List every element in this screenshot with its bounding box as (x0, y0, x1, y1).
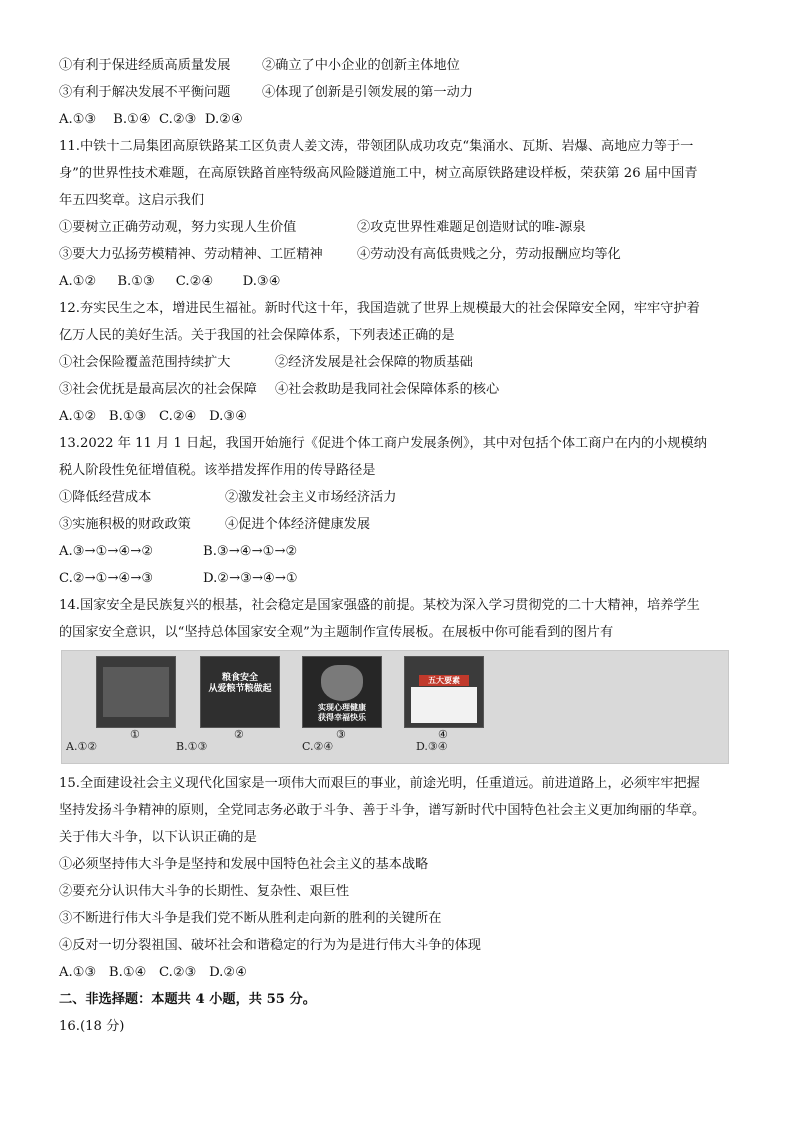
q15-stem-line2: 坚持发扬斗争精神的原则，全党同志务必敢于斗争、善于斗争，谱写新时代中国特色社会主义更加绚丽的华章。 (59, 803, 706, 818)
q11-stem-line3: 年五四奖章。这启示我们 (59, 193, 205, 208)
q10-option-3: ③有利于解决发展不平衡问题 (59, 85, 231, 100)
q16-label: 16.(18 分) (59, 1019, 125, 1034)
q10-option-1: ①有利于保进经质高质量发展 (59, 58, 231, 73)
q10-option-4: ④体现了创新是引领发展的第一动力 (262, 85, 473, 100)
q15-option-3: ③不断进行伟大斗争是我们党不断从胜利走向新的胜利的关键所在 (59, 911, 442, 926)
q12-stem-line1: 12.夯实民生之本，增进民生福祉。新时代这十年，我国造就了世界上规模最大的社会保障安全网，牢牢守护着 (59, 301, 700, 316)
q13-answer-row2 (59, 565, 759, 592)
q11-option-1: ①要树立正确劳动观，努力实现人生价值 (59, 220, 297, 235)
q11-option-4: ④劳动没有高低贵贱之分，劳动报酬应均等化 (357, 247, 621, 262)
q12-answer-choices: A.①② B.①③ C.②④ D.③④ (59, 409, 248, 424)
poster-1-image (96, 656, 176, 728)
q13-option-1: ①降低经营成本 (59, 490, 152, 505)
q14-answer-b: B.①③ (176, 740, 208, 753)
poster-2-number: ② (234, 728, 244, 741)
q13-stem-line1: 13.2022 年 11 月 1 日起，我国开始施行《促进个体工商户发展条例》，其中对包括个体工商户在内的小规模纳 (59, 436, 707, 451)
q12-option-1: ①社会保险覆盖范围持续扩大 (59, 355, 231, 370)
q15-stem-line3: 关于伟大斗争，以下认识正确的是 (59, 830, 257, 845)
q11-answer-choices: A.①② B.①③ C.②④ D.③④ (59, 274, 281, 289)
q13-options-row2 (59, 511, 759, 538)
q11-stem-line2: 身”的世界性技术难题，在高原铁路首座特级高风险隧道施工中，树立高原铁路建设样板，荣获第 26 届中国青 (59, 166, 698, 181)
poster-4-caption: 五大要素 (419, 675, 469, 686)
poster-2-caption: 粮食安全 从爱粮节粮做起 (208, 673, 272, 694)
q11-options-row1 (59, 214, 759, 241)
q15-option-1: ①必须坚持伟大斗争是坚持和发展中国特色社会主义的基本战略 (59, 857, 429, 872)
q15-stem-line1: 15.全面建设社会主义现代化国家是一项伟大而艰巨的事业，前途光明，任重道远。前进道路上，必须牢牢把握 (59, 776, 700, 791)
q13-stem-line2: 税人阶段性免征增值税。该举措发挥作用的传导路径是 (59, 463, 376, 478)
q15-option-4: ④反对一切分裂祖国、破坏社会和谐稳定的行为为是进行伟大斗争的体现 (59, 938, 481, 953)
q12-option-3: ③社会优抚是最高层次的社会保障 (59, 382, 257, 397)
q12-options-row2 (59, 376, 759, 403)
q10-answer-choices: A.①③ B.①④ C.②③ D.②④ (59, 112, 243, 127)
q11-stem-line1: 11.中铁十二局集团高原铁路某工区负责人姜文涛，带领团队成功攻克“集涌水、瓦斯、岩爆、高地应力等于一 (59, 139, 694, 154)
q12-stem-line2: 亿万人民的美好生活。关于我国的社会保障体系，下列表述正确的是 (59, 328, 455, 343)
poster-2-image (200, 656, 280, 728)
q13-answer-row1 (59, 538, 759, 565)
q13-option-4: ④促进个体经济健康发展 (225, 517, 371, 532)
q12-option-4: ④社会救助是我同社会保障体系的核心 (275, 382, 500, 397)
q11-option-2: ②攻克世界性难题足创造财试的唯-源泉 (357, 220, 586, 235)
poster-4-number: ④ (438, 728, 448, 741)
section-2-heading: 二、非选择题：本题共 4 小题，共 55 分。 (59, 992, 316, 1007)
q15-option-2: ②要充分认识伟大斗争的长期性、复杂性、艰巨性 (59, 884, 350, 899)
q13-option-2: ②激发社会主义市场经济活力 (225, 490, 397, 505)
q10-option-2: ②确立了中小企业的创新主体地位 (262, 58, 460, 73)
q14-stem-line2: 的国家安全意识，以“坚持总体国家安全观”为主题制作宣传展板。在展板中你可能看到的图片有 (59, 625, 614, 640)
q14-poster-figure (61, 650, 729, 764)
poster-3-image (302, 656, 382, 728)
q12-option-2: ②经济发展是社会保障的物质基础 (275, 355, 473, 370)
q11-option-3: ③要大力弘扬劳模精神、劳动精神、工匠精神 (59, 247, 323, 262)
q13-answer-c: C.②→①→④→③ (59, 571, 154, 586)
q14-answer-c: C.②④ (302, 740, 334, 753)
q13-answer-a: A.③→①→④→② (59, 544, 154, 559)
q14-stem-line1: 14.国家安全是民族复兴的根基，社会稳定是国家强盛的前提。某校为深入学习贯彻党的二十大精神，培养学生 (59, 598, 700, 613)
q13-answer-d: D.②→③→④→① (203, 571, 298, 586)
q14-answer-a: A.①② (66, 740, 98, 753)
q13-option-3: ③实施积极的财政政策 (59, 517, 191, 532)
poster-3-number: ③ (336, 728, 346, 741)
exam-page (59, 52, 759, 1040)
poster-3-caption: 实现心理健康 获得幸福快乐 (318, 703, 366, 722)
q11-options-row2 (59, 241, 759, 268)
q15-answer-choices: A.①③ B.①④ C.②③ D.②④ (59, 965, 248, 980)
q13-options-row1 (59, 484, 759, 511)
q12-options-row1 (59, 349, 759, 376)
poster-1-number: ① (130, 728, 140, 741)
q10-options-row2 (59, 79, 759, 106)
q14-answer-d: D.③④ (416, 740, 448, 753)
q10-options-row1 (59, 52, 759, 79)
poster-4-image (404, 656, 484, 728)
q13-answer-b: B.③→④→①→② (203, 544, 298, 559)
